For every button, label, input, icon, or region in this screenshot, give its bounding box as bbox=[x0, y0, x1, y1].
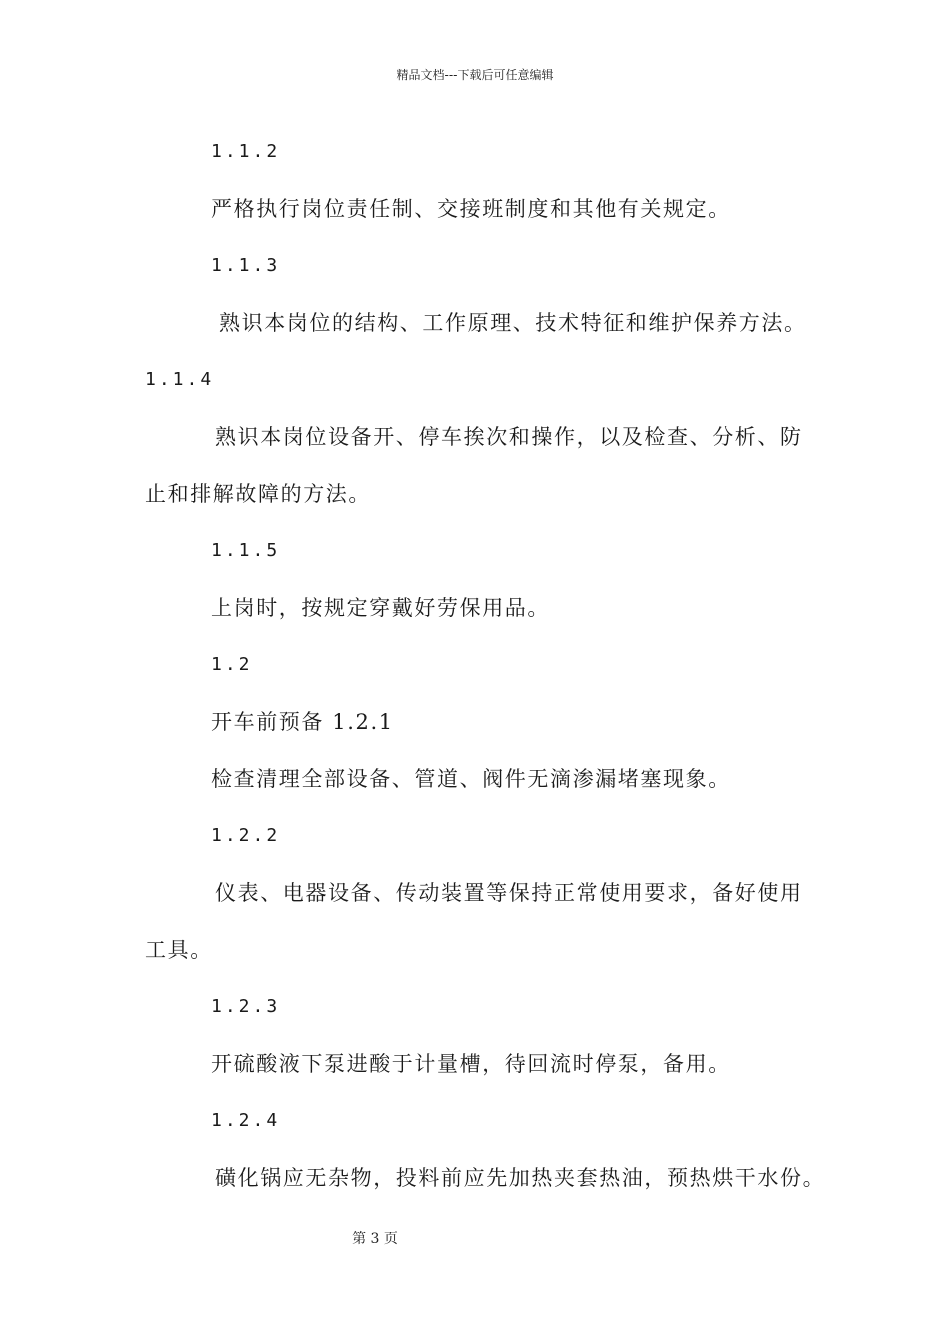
section-number-1-1-4: 1.1.4 bbox=[145, 369, 215, 390]
paragraph-line: 熟识本岗位的结构、工作原理、技术特征和维护保养方法。 bbox=[219, 311, 807, 335]
paragraph-line: 止和排解故障的方法。 bbox=[145, 482, 371, 506]
section-number-1-1-2: 1.1.2 bbox=[211, 141, 281, 162]
paragraph-line: 检查清理全部设备、管道、阀件无滴渗漏堵塞现象。 bbox=[211, 767, 731, 791]
paragraph-line: 工具。 bbox=[145, 938, 213, 962]
section-number-1-1-3: 1.1.3 bbox=[211, 255, 281, 276]
section-heading: 开车前预备 1.2.1 bbox=[211, 710, 394, 734]
paragraph-line: 熟识本岗位设备开、停车挨次和操作，以及检查、分析、防 bbox=[215, 425, 803, 449]
paragraph-line: 磺化锅应无杂物，投料前应先加热夹套热油，预热烘干水份。 bbox=[215, 1166, 826, 1190]
page-number: 第 3 页 bbox=[352, 1231, 398, 1247]
paragraph-line: 开硫酸液下泵进酸于计量槽，待回流时停泵，备用。 bbox=[211, 1052, 731, 1076]
section-number-1-2: 1.2 bbox=[211, 654, 253, 675]
section-number-1-2-3: 1.2.3 bbox=[211, 996, 281, 1017]
section-number-1-2-4: 1.2.4 bbox=[211, 1110, 281, 1131]
section-number-1-1-5: 1.1.5 bbox=[211, 540, 281, 561]
page-header: 精品文档---下载后可任意编辑 bbox=[396, 68, 554, 82]
paragraph-line: 严格执行岗位责任制、交接班制度和其他有关规定。 bbox=[211, 197, 731, 221]
paragraph-line: 仪表、电器设备、传动装置等保持正常使用要求，备好使用 bbox=[215, 881, 803, 905]
paragraph-line: 上岗时，按规定穿戴好劳保用品。 bbox=[211, 596, 550, 620]
section-number-1-2-2: 1.2.2 bbox=[211, 825, 281, 846]
